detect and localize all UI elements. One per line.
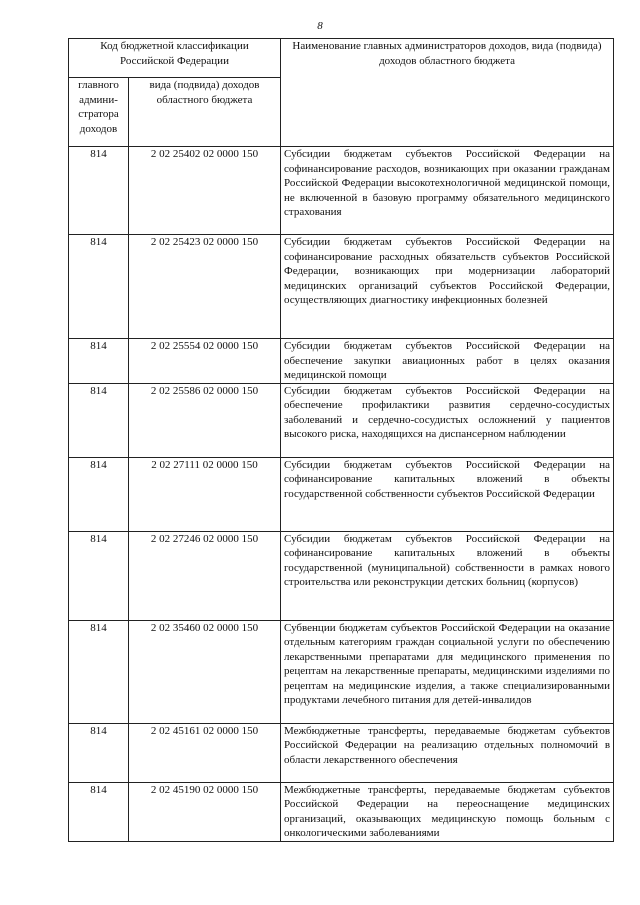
table-row <box>69 782 614 841</box>
budget-classification-table <box>68 38 614 842</box>
admin-code-cell: 814 <box>69 383 129 457</box>
admin-code-cell: 814 <box>69 339 129 384</box>
revenue-code-cell: 2 02 25586 02 0000 150 <box>129 383 281 457</box>
revenue-code-cell: 2 02 27246 02 0000 150 <box>129 531 281 620</box>
revenue-code-cell: 2 02 25423 02 0000 150 <box>129 235 281 339</box>
revenue-name-cell: Межбюджетные трансферты, передаваемые бюджетам субъектов Российской Федерации на реализацию отдельных полномочий в области лекарственного обеспечения <box>281 723 614 782</box>
table-row <box>69 531 614 620</box>
revenue-name-cell: Субсидии бюджетам субъектов Российской Федерации на софинансирование расходных обязательств субъектов Российской Федерации, возникающих при модернизации лабораторий медицинских организаций субъектов Российской Федерации, осуществляющих диагностику инфекционных болезней <box>281 235 614 339</box>
table-row <box>69 723 614 782</box>
revenue-name-cell: Межбюджетные трансферты, передаваемые бюджетам субъектов Российской Федерации на переоснащение медицинских организаций, оказывающих медицинскую помощь больным с онкологическими заболеваниями <box>281 782 614 841</box>
revenue-name-cell: Субсидии бюджетам субъектов Российской Федерации на софинансирование капитальных вложений в объекты государственной (муниципальной) собственности в рамках нового строительства или реконструкции детских больниц (корпусов) <box>281 531 614 620</box>
revenue-name-cell: Субсидии бюджетам субъектов Российской Федерации на обеспечение профилактики развития сердечно-сосудистых заболеваний и сердечно-сосудистых осложнений у пациентов высокого риска, находящихся на диспансерном наблюдении <box>281 383 614 457</box>
revenue-name-cell: Субсидии бюджетам субъектов Российской Федерации на обеспечение закупки авиационных работ в целях оказания медицинской помощи <box>281 339 614 384</box>
revenue-code-cell: 2 02 25554 02 0000 150 <box>129 339 281 384</box>
table-row <box>69 339 614 384</box>
admin-code-cell: 814 <box>69 620 129 723</box>
admin-code-cell: 814 <box>69 457 129 531</box>
table-row <box>69 147 614 235</box>
table-row <box>69 457 614 531</box>
admin-code-cell: 814 <box>69 782 129 841</box>
revenue-code-cell: 2 02 45161 02 0000 150 <box>129 723 281 782</box>
admin-code-cell: 814 <box>69 147 129 235</box>
revenue-name-cell: Субсидии бюджетам субъектов Российской Федерации на софинансирование расходов, возникающих при оказании гражданам Российской Федерации высокотехнологичной медицинской помощи, не включенной в базовую программу обязательного медицинского страхования <box>281 147 614 235</box>
header-revenue-type: вида (подвида) доходов областного бюджета <box>129 78 281 147</box>
table-row <box>69 383 614 457</box>
revenue-code-cell: 2 02 45190 02 0000 150 <box>129 782 281 841</box>
table-row <box>69 620 614 723</box>
revenue-code-cell: 2 02 25402 02 0000 150 <box>129 147 281 235</box>
table-row <box>69 235 614 339</box>
header-budget-code-group: Код бюджетной классификации Российской Федерации <box>69 39 281 78</box>
page-number: 8 <box>317 20 323 32</box>
revenue-name-cell: Субвенции бюджетам субъектов Российской Федерации на оказание отдельным категориям граждан социальной услуги по обеспечению лекарственными препаратами для медицинского применения по рецептам на лекарственные препараты, медицинскими изделиями по рецептам на медицинские изделия, а также специализированными продуктами лечебного питания для детей-инвалидов <box>281 620 614 723</box>
admin-code-cell: 814 <box>69 723 129 782</box>
header-administrator-name: Наименование главных администраторов доходов, вида (подвида) доходов областного бюджета <box>281 39 614 147</box>
revenue-name-cell: Субсидии бюджетам субъектов Российской Федерации на софинансирование капитальных вложений в объекты государственной собственности субъектов Российской Федерации <box>281 457 614 531</box>
revenue-code-cell: 2 02 27111 02 0000 150 <box>129 457 281 531</box>
revenue-code-cell: 2 02 35460 02 0000 150 <box>129 620 281 723</box>
admin-code-cell: 814 <box>69 235 129 339</box>
header-main-administrator: главного админи-стратора доходов <box>69 78 129 147</box>
admin-code-cell: 814 <box>69 531 129 620</box>
